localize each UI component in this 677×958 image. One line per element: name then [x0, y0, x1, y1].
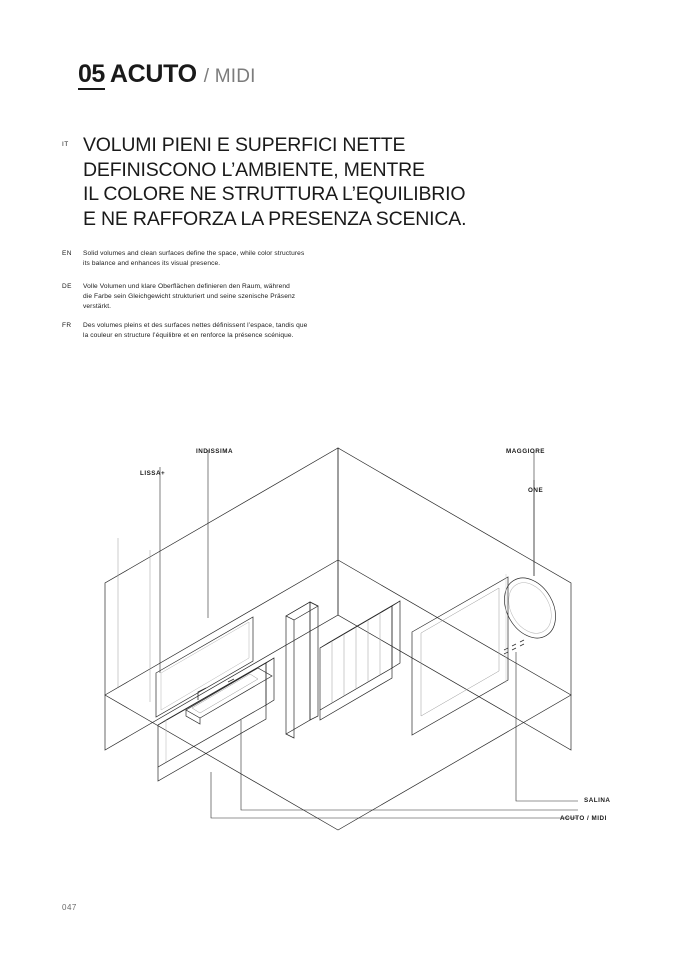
paragraph-de — [83, 282, 383, 312]
headline-line-2: DEFINISCONO L’AMBIENTE, MENTRE — [83, 158, 425, 181]
chapter-header — [78, 62, 256, 90]
leader-acuto — [211, 772, 578, 818]
indissima-panel — [286, 602, 310, 734]
headline-line-1: VOLUMI PIENI E SUPERFICI NETTE — [83, 134, 406, 156]
chapter-subtitle: / MIDI — [203, 66, 256, 87]
indissima-panel-top — [286, 602, 318, 620]
indissima-panel-front — [286, 620, 294, 738]
callout-acuto-midi: ACUTO / MIDI — [560, 815, 607, 822]
basin-top — [186, 668, 272, 718]
paragraph-en — [83, 249, 383, 269]
leader-salina — [516, 652, 578, 801]
paragraph-en-line-1: Solid volumes and clean surfaces define the space, while color structures — [83, 250, 305, 257]
paragraph-en-line-2: its balance and enhances its visual presence. — [83, 260, 221, 267]
slat-unit-top — [320, 601, 400, 648]
chapter-number: 05 — [78, 60, 105, 88]
chapter-title: ACUTO — [109, 60, 197, 88]
mirror-lissa — [156, 617, 253, 717]
paragraph-de-line-2: die Farbe sein Gleichgewicht strukturiert und seine szenische Präsenz — [83, 293, 296, 300]
salina-fittings — [504, 640, 524, 654]
cabinet-side — [266, 658, 274, 705]
headline-line-4: E NE RAFFORZA LA PRESENZA SCENICA. — [83, 207, 467, 230]
callout-indissima: INDISSIMA — [196, 448, 234, 455]
illustration-svg — [0, 420, 677, 860]
headline-line-3: IL COLORE NE STRUTTURA L’EQUILIBRIO — [83, 183, 466, 205]
leader-acuto-2 — [241, 720, 578, 810]
maggiore-frame — [412, 577, 508, 735]
paragraph-fr-line-1: Des volumes pleins et des surfaces nettes définissent l’espace, tandis que — [83, 322, 308, 329]
paragraph-de-line-3: verstärkt. — [83, 303, 112, 310]
slat-unit-side — [392, 601, 400, 668]
headline-it — [83, 133, 553, 231]
paragraph-de-line-1: Volle Volumen und klare Oberflächen definieren den Raum, während — [83, 283, 290, 290]
callout-maggiore: MAGGIORE — [506, 448, 545, 455]
isometric-bathroom-illustration — [0, 420, 677, 860]
one-round-mirror — [494, 569, 566, 647]
callout-salina: SALINA — [584, 797, 611, 804]
lang-tag-de: DE — [62, 283, 72, 290]
left-wall-panel-lines — [118, 538, 150, 702]
cabinet-base — [158, 705, 266, 781]
indissima-panel-side — [310, 602, 318, 720]
paragraph-fr-line-2: la couleur en structure l’équilibre et en renforce la présence scénique. — [83, 332, 294, 339]
callout-lissa: LISSA+ — [140, 470, 166, 477]
lang-tag-fr: FR — [62, 322, 72, 329]
paragraph-fr — [83, 321, 383, 341]
cabinet-top-edge — [158, 658, 274, 725]
lang-tag-en: EN — [62, 250, 72, 257]
lang-tag-it: IT — [62, 141, 69, 148]
page-number: 047 — [62, 903, 77, 912]
callout-one: ONE — [528, 487, 544, 494]
maggiore-inner — [421, 588, 499, 716]
left-wall — [105, 448, 338, 750]
